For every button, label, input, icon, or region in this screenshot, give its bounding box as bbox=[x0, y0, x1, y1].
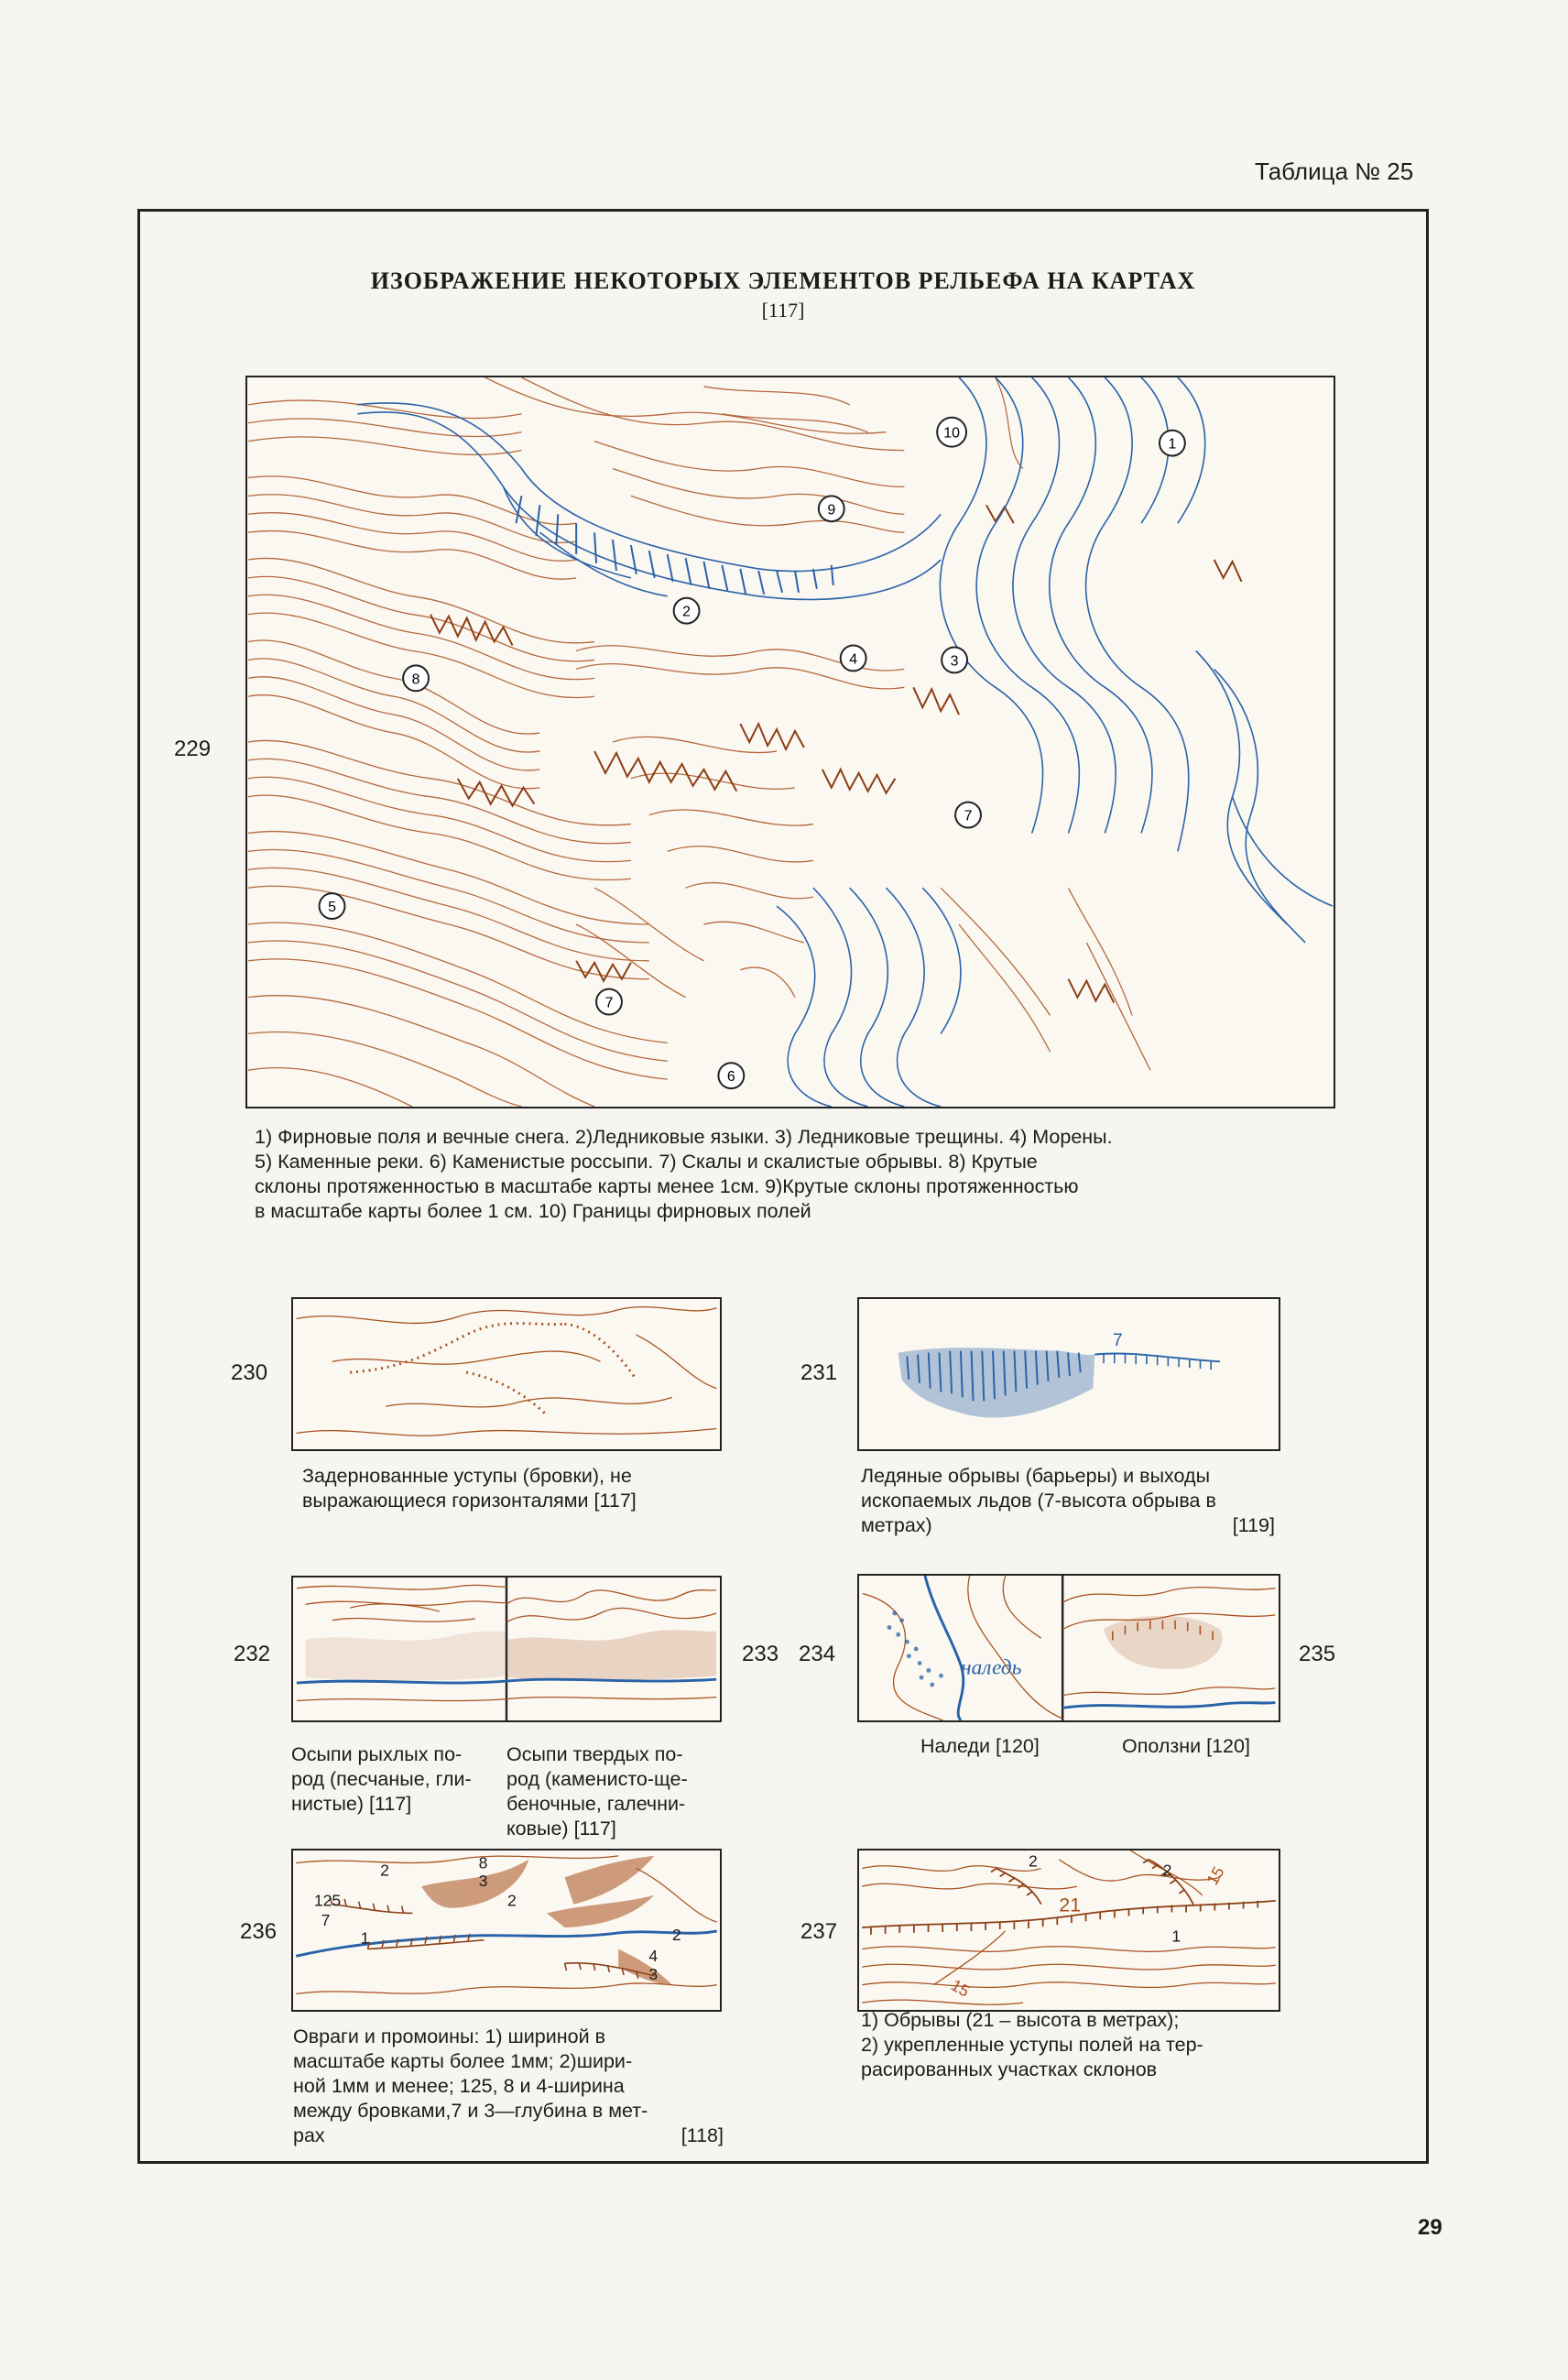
figure-number-232: 232 bbox=[234, 1642, 271, 1666]
caption-230-line-2: выражающиеся горизонталями [117] bbox=[302, 1490, 637, 1512]
marker-6: 6 bbox=[726, 1069, 735, 1086]
cliff-height-21: 21 bbox=[1059, 1894, 1082, 1916]
gully-label-1: 1 bbox=[360, 1928, 370, 1948]
caption-233-line-1: Осыпи твердых по- bbox=[506, 1743, 683, 1765]
figure-230-svg bbox=[293, 1299, 720, 1449]
ice-cliff-height-label: 7 bbox=[1112, 1329, 1123, 1350]
caption-236-line-3: ной 1мм и менее; 125, 8 и 4-ширина bbox=[293, 2075, 625, 2097]
caption-237-line-2: 2) укрепленные уступы полей на тер- bbox=[861, 2034, 1203, 2056]
figure-number-234: 234 bbox=[799, 1642, 836, 1666]
table-label: Таблица № 25 bbox=[1255, 158, 1414, 185]
figure-number-237: 237 bbox=[800, 1919, 838, 1944]
caption-236-line-1: Овраги и промоины: 1) шириной в bbox=[293, 2025, 605, 2047]
caption-236-ref: [118] bbox=[681, 2124, 724, 2146]
caption-235: Оползни [120] bbox=[1122, 1735, 1250, 1757]
caption-229-line-4: в масштабе карты более 1 см. 10) Границы фирновых полей bbox=[255, 1200, 811, 1222]
figure-237-svg bbox=[859, 1851, 1279, 2010]
caption-234: Наледи [120] bbox=[920, 1735, 1040, 1757]
marker-1: 1 bbox=[1168, 436, 1177, 453]
terrace-label-2-right: 2 bbox=[1162, 1861, 1172, 1880]
relief-map-svg bbox=[247, 377, 1334, 1107]
caption-232 bbox=[291, 1742, 511, 1817]
terrace-label-2-left: 2 bbox=[1029, 1851, 1038, 1871]
marker-9: 9 bbox=[827, 502, 836, 519]
caption-229-line-3: склоны протяженностью в масштабе карты менее 1см. 9)Крутые склоны протяженностью bbox=[255, 1175, 1079, 1197]
relief-map-229 bbox=[245, 376, 1335, 1108]
caption-233-line-3: беночные, галечни- bbox=[506, 1793, 686, 1815]
caption-229 bbox=[255, 1125, 1335, 1224]
caption-229-line-1: 1) Фирновые поля и вечные снега. 2)Ледниковые языки. 3) Ледниковые трещины. 4) Морены. bbox=[255, 1126, 1113, 1148]
caption-232-line-2: род (песчаные, гли- bbox=[291, 1768, 472, 1790]
gully-label-8: 8 bbox=[478, 1853, 488, 1872]
figure-234-235-svg bbox=[859, 1576, 1279, 1720]
figure-231-svg bbox=[859, 1299, 1279, 1449]
gully-label-7: 7 bbox=[321, 1911, 331, 1930]
marker-4: 4 bbox=[849, 651, 858, 668]
caption-233 bbox=[506, 1742, 726, 1841]
figure-230-panel bbox=[291, 1297, 722, 1451]
caption-233-line-2: род (каменисто-ще- bbox=[506, 1768, 688, 1790]
caption-231-line-3: метрах) bbox=[861, 1514, 932, 1536]
figure-number-229: 229 bbox=[174, 737, 212, 761]
caption-236-line-4: между бровками,7 и 3—глубина в мет- bbox=[293, 2100, 648, 2122]
gully-label-4: 4 bbox=[648, 1947, 659, 1966]
caption-231-line-2: ископаемых льдов (7-высота обрыва в bbox=[861, 1490, 1216, 1512]
caption-230-line-1: Задернованные уступы (бровки), не bbox=[302, 1465, 632, 1487]
caption-230 bbox=[302, 1464, 733, 1513]
caption-233-line-4: ковые) [117] bbox=[506, 1818, 616, 1840]
caption-231 bbox=[861, 1464, 1284, 1538]
figure-236-panel bbox=[291, 1849, 722, 2012]
caption-232-line-3: нистые) [117] bbox=[291, 1793, 412, 1815]
caption-236-line-2: масштабе карты более 1мм; 2)шири- bbox=[293, 2050, 633, 2072]
caption-237-line-1: 1) Обрывы (21 – высота в метрах); bbox=[861, 2009, 1180, 2031]
figure-237-panel bbox=[857, 1849, 1280, 2012]
caption-236-line-5: рах bbox=[293, 2124, 325, 2146]
contour-label-15-left: 15 bbox=[947, 1975, 973, 2001]
gully-label-2-mid: 2 bbox=[506, 1891, 517, 1910]
caption-231-ref: [119] bbox=[1232, 1514, 1275, 1536]
figure-232-233-svg bbox=[293, 1578, 720, 1720]
caption-237 bbox=[861, 2008, 1291, 2082]
caption-232-line-1: Осыпи рыхлых по- bbox=[291, 1743, 463, 1765]
figure-number-236: 236 bbox=[240, 1919, 278, 1944]
marker-10: 10 bbox=[943, 425, 960, 442]
plate-title: ИЗОБРАЖЕНИЕ НЕКОТОРЫХ ЭЛЕМЕНТОВ РЕЛЬЕФА НА КАРТАХ bbox=[370, 267, 1196, 294]
gully-label-3-bottom: 3 bbox=[648, 1964, 659, 1983]
gully-label-3-top: 3 bbox=[478, 1872, 488, 1891]
figure-number-233: 233 bbox=[742, 1642, 779, 1666]
marker-5: 5 bbox=[328, 900, 336, 916]
caption-231-line-1: Ледяные обрывы (барьеры) и выходы bbox=[861, 1465, 1211, 1487]
naled-dots bbox=[887, 1611, 943, 1687]
caption-237-line-3: расированных участках склонов bbox=[861, 2058, 1158, 2080]
marker-8: 8 bbox=[411, 671, 420, 688]
gully-label-2-right: 2 bbox=[671, 1925, 681, 1944]
gully-label-2-top: 2 bbox=[380, 1861, 389, 1880]
figure-231-panel bbox=[857, 1297, 1280, 1451]
figure-236-svg bbox=[293, 1851, 720, 2010]
marker-3: 3 bbox=[950, 653, 959, 670]
figure-234-235-panel bbox=[857, 1574, 1280, 1722]
marker-2: 2 bbox=[682, 604, 691, 620]
gully-label-125: 125 bbox=[313, 1891, 342, 1910]
naled-label: наледь bbox=[960, 1655, 1022, 1680]
glacier-contours bbox=[357, 377, 1333, 1107]
cliff-hatching bbox=[430, 505, 1242, 1002]
figure-number-230: 230 bbox=[231, 1360, 268, 1385]
figure-number-235: 235 bbox=[1299, 1642, 1336, 1666]
caption-229-line-2: 5) Каменные реки. 6) Каменистые россыпи. 7) Скалы и скалистые обрывы. 8) Крутые bbox=[255, 1151, 1038, 1173]
contour-label-15-right: 15 bbox=[1203, 1863, 1228, 1889]
marker-7b: 7 bbox=[604, 995, 614, 1011]
terrace-label-1: 1 bbox=[1171, 1927, 1181, 1946]
figure-232-233-panel bbox=[291, 1576, 722, 1722]
marker-7: 7 bbox=[964, 808, 973, 824]
page-number: 29 bbox=[1418, 2215, 1443, 2240]
figure-number-231: 231 bbox=[800, 1360, 838, 1385]
caption-236 bbox=[293, 2025, 724, 2148]
plate-title-ref: [117] bbox=[761, 299, 805, 322]
